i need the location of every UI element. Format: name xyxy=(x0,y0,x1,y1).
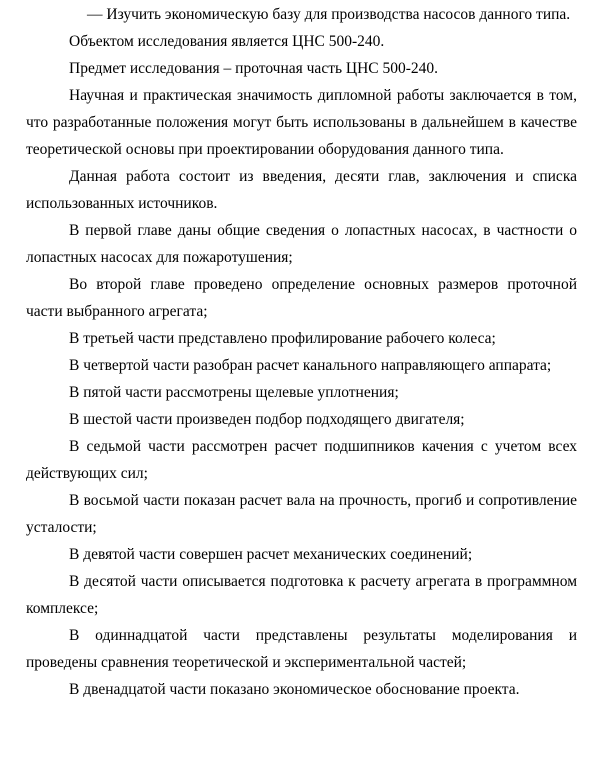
paragraph-chapter-12: В двенадцатой части показано экономическое обоснование проекта. xyxy=(69,681,520,698)
paragraph-significance: Научная и практическая значимость дипломной работы заключается в том, что разработанные положения могут быть использованы в дальнейшем в качестве теоретической основы при проектировании оборудования данного типа. xyxy=(26,87,577,158)
paragraph-chapter-9: В девятой части совершен расчет механических соединений; xyxy=(69,546,473,563)
paragraph-chapter-1: В первой главе даны общие сведения о лопастных насосах, в частности о лопастных насосах для пожаротушения; xyxy=(26,222,577,266)
paragraph-task-item: — Изучить экономическую базу для производства насосов данного типа. xyxy=(87,6,571,23)
paragraph-chapter-5: В пятой части рассмотрены щелевые уплотнения; xyxy=(69,384,399,401)
paragraph-chapter-10: В десятой части описывается подготовка к расчету агрегата в программном комплексе; xyxy=(26,573,577,617)
document-page xyxy=(26,0,577,703)
paragraph-research-subject: Предмет исследования – проточная часть ЦНС 500-240. xyxy=(69,60,439,77)
paragraph-chapter-8: В восьмой части показан расчет вала на прочность, прогиб и сопротивление усталости; xyxy=(26,492,577,536)
paragraph-chapter-7: В седьмой части рассмотрен расчет подшипников качения с учетом всех действующих сил; xyxy=(26,438,577,482)
paragraph-chapter-6: В шестой части произведен подбор подходящего двигателя; xyxy=(69,411,465,428)
paragraph-chapter-3: В третьей части представлено профилирование рабочего колеса; xyxy=(69,330,496,347)
paragraph-chapter-11: В одиннадцатой части представлены результаты моделирования и проведены сравнения теоретической и экспериментальной частей; xyxy=(26,627,577,671)
paragraph-chapter-2: Во второй главе проведено определение основных размеров проточной части выбранного агрегата; xyxy=(26,276,577,320)
paragraph-research-object: Объектом исследования является ЦНС 500-240. xyxy=(69,33,385,50)
paragraph-structure: Данная работа состоит из введения, десяти глав, заключения и списка использованных источников. xyxy=(26,168,577,212)
paragraph-chapter-4: В четвертой части разобран расчет канального направляющего аппарата; xyxy=(69,357,552,374)
